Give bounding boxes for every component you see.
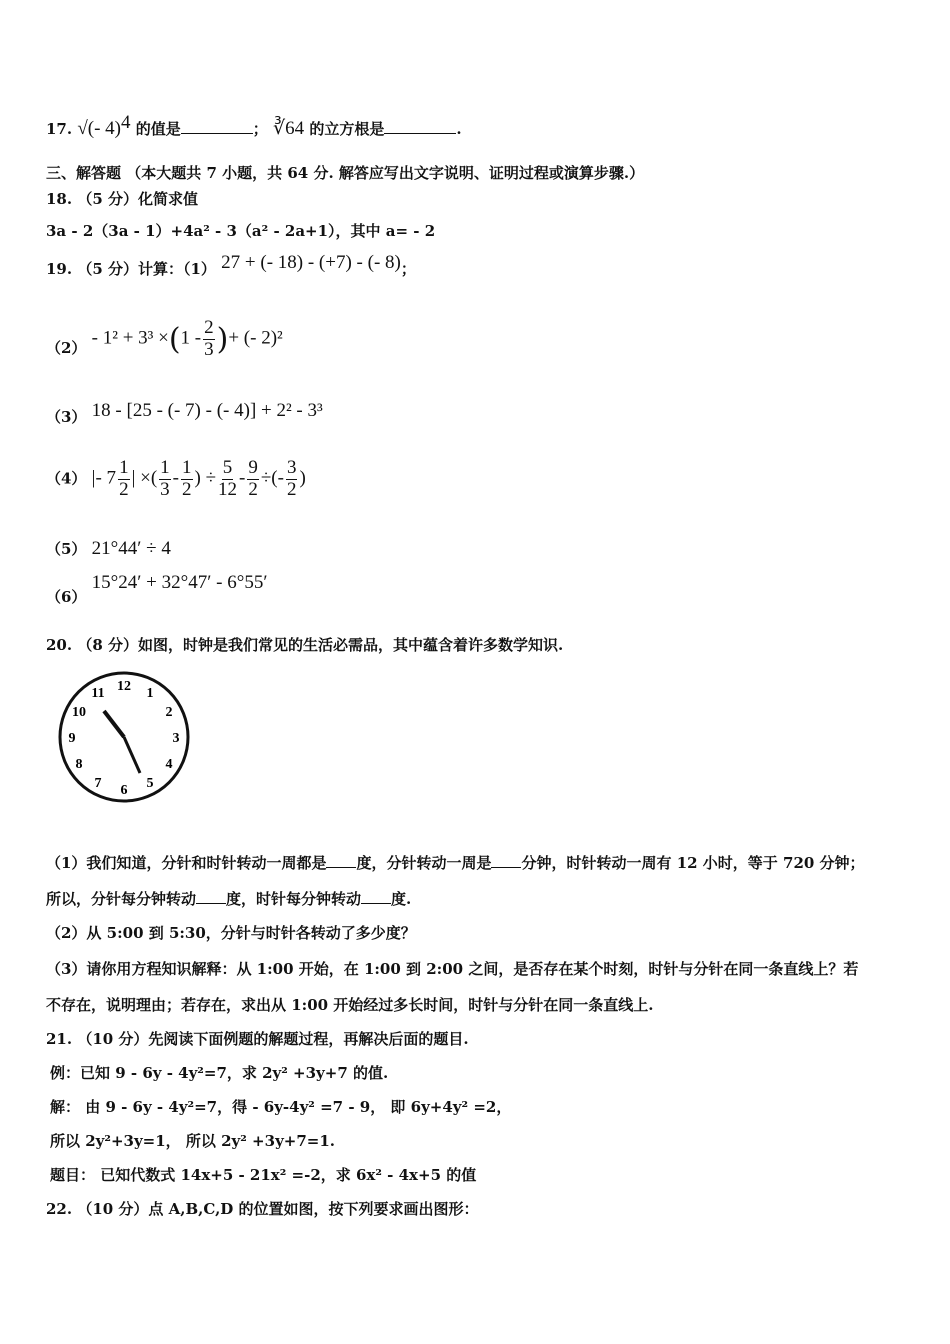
answer-blank[interactable] [181,119,253,134]
question-21-head: 21. （10 分）先阅读下面例题的解题过程，再解决后面的题目. [46,1030,469,1048]
q21-conclusion: 所以 2y²+3y=1， 所以 2y² +3y+7=1. [50,1132,336,1150]
math-expr: 21°44′ ÷ 4 [91,538,171,559]
clock-number: 1 [146,685,154,701]
hour-hand [104,711,124,737]
question-18-head: 18. （5 分）化简求值 [46,190,198,208]
q19-part-4 [46,458,306,501]
math-expr: - 1² + 3³ × [91,327,169,349]
text: 度. [391,890,412,908]
math-expr: ÷(- [260,467,284,489]
answer-blank[interactable] [326,853,356,868]
q19-part-5 [46,538,171,560]
text: 的立方根是 [309,120,385,138]
den: 2 [286,478,297,500]
part-label: （6） [46,588,87,606]
minute-hand [124,737,140,773]
q20-part-3b: 不存在，说明理由；若存在，求出从 1:00 开始经过多长时间，时针与分针在同一条直线上. [46,996,654,1014]
math-expr: |- 7 [91,467,117,489]
question-18-expr: 3a - 2（3a - 1）+4a² - 3（a² - 2a+1），其中 a= - 2 [46,222,436,240]
q19-part-6 [46,572,268,606]
answer-blank[interactable] [491,853,521,868]
math-expr: 1 - [180,327,202,349]
fraction [159,458,171,501]
clock-number: 2 [165,705,173,720]
num: 9 [248,457,258,478]
clock-number: 6 [120,783,128,798]
math-expr: ) ÷ [194,467,217,489]
clock-number: 4 [165,757,173,772]
clock-number: 10 [71,705,86,720]
text: 19. （5 分）计算：（1） [46,260,216,278]
clock-figure [56,670,192,804]
clock-number: 7 [94,776,102,792]
math-expr: - [239,467,246,489]
math-expr: ) [299,467,306,489]
fraction [286,458,298,501]
q20-part-2: （2）从 5:00 到 5:30，分针与时针各转动了多少度？ [46,924,416,942]
clock-number: 11 [91,685,105,701]
part-label: （5） [46,540,87,558]
num: 3 [286,457,297,478]
math-expr: 18 - [25 - (- 7) - (- 4)] + 2² - 3³ [91,400,323,421]
fraction [118,458,130,501]
num: 5 [222,457,233,478]
q20-part-1a [46,852,865,873]
text: 分钟，时针转动一周有 12 小时，等于 720 分钟； [521,854,865,872]
den: 2 [119,478,129,500]
text: ； [252,120,268,138]
part-label: （4） [46,469,87,488]
answer-blank[interactable] [361,889,391,904]
clock-number: 3 [172,731,180,746]
den: 3 [204,338,214,360]
section-heading [46,162,644,183]
cbrt-expression: ∛64 [273,118,305,139]
num: 1 [119,457,129,478]
fraction [181,458,193,501]
question-19-head [46,252,416,280]
den: 2 [248,478,258,500]
q20-part-1b [46,888,411,909]
clock-number: 5 [146,776,154,792]
q20-part-3a: （3）请你用方程知识解释：从 1:00 开始，在 1:00 到 2:00 之间，是否存在某个时刻，时针与分针在同一条直线上？若 [46,960,859,978]
q-number: 17. [46,120,73,138]
q21-solution: 解： 由 9 - 6y - 4y²=7，得 - 6y-4y² =7 - 9， 即 6y+4y² =2， [50,1098,512,1116]
den: 2 [182,478,192,500]
fraction [218,458,237,501]
section-note: （本大题共 7 小题，共 64 分. 解答应写出文字说明、证明过程或演算步骤.） [126,164,645,182]
q19-part-2: （2） - 1² + 3³ ×(1 - $\frac{2}{3}$ )+ (- 2)² [46,317,283,360]
math-expr: - [172,467,179,489]
math-expr: | ×( [131,467,158,489]
clock-number: 8 [75,757,83,772]
text: 所以，分针每分钟转动 [46,890,197,908]
q21-task: 题目： 已知代数式 14x+5 - 21x² =-2，求 6x² - 4x+5 的值 [50,1166,477,1184]
den: 3 [160,478,170,500]
num: 1 [160,457,170,478]
fraction [203,318,215,361]
section-title: 三、解答题 [46,164,122,182]
math-expr: 15°24′ + 32°47′ - 6°55′ [91,572,268,593]
num: 1 [182,457,192,478]
exponent: 4 [121,112,131,133]
clock-number: 9 [68,731,76,746]
fraction [247,458,259,501]
answer-blank[interactable] [384,119,456,134]
sqrt-expression: √(- 4) [77,118,122,139]
question-20-head: 20. （8 分）如图，时钟是我们常见的生活必需品，其中蕴含着许多数学知识. [46,636,564,654]
text: . [456,120,462,138]
q21-example: 例：已知 9 - 6y - 4y²=7，求 2y² +3y+7 的值. [50,1064,389,1082]
num: 2 [204,317,214,338]
math-expr: + (- 2)² [228,327,283,349]
part-label: （2） [46,339,87,358]
q19-part-3 [46,400,323,426]
text: （1）我们知道，分针和时针转动一周都是 [46,854,327,872]
clock-number: 12 [117,679,131,694]
question-17 [46,112,462,140]
text: ； [400,260,416,278]
part-label: （3） [46,408,87,426]
den: 12 [218,478,238,500]
answer-blank[interactable] [196,889,226,904]
question-22-head: 22. （10 分）点 A,B,C,D 的位置如图，按下列要求画出图形： [46,1200,479,1218]
text: 的值是 [135,120,181,138]
text: 度，时针每分钟转动 [226,890,362,908]
math-expr: 27 + (- 18) - (+7) - (- 8) [221,252,401,273]
text: 度，分针转动一周是 [356,854,492,872]
